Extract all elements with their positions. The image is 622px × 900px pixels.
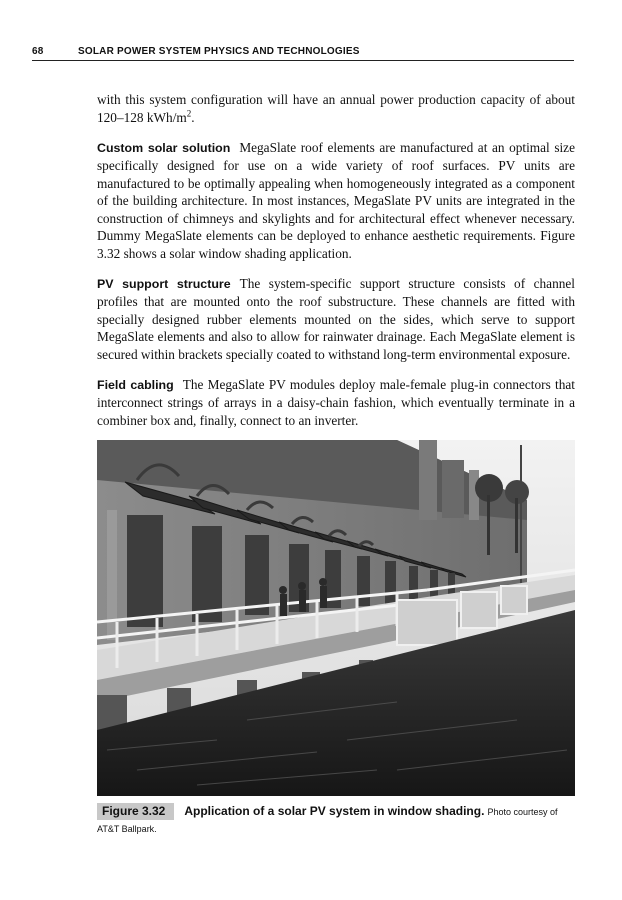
section-custom-solar-solution	[97, 139, 575, 263]
section-heading: Field cabling	[97, 377, 174, 392]
running-header	[32, 46, 574, 61]
section-heading: Custom solar solution	[97, 140, 231, 155]
section-heading: PV support structure	[97, 276, 231, 291]
page-number: 68	[32, 46, 44, 57]
section-field-cabling	[97, 376, 575, 430]
intro-text: with this system configuration will have an annual power production capacity of about 120–128 kWh/m	[97, 92, 575, 125]
running-title: SOLAR POWER SYSTEM PHYSICS AND TECHNOLOGIES	[78, 46, 360, 57]
section-text: The system-specific support structure consists of channel profiles that are mounted onto the roof substructure. These channels are fitted with specially designed rubber elements mounted on the sides, which serve to support MegaSlate elements and also to allow for rainwater drainage. Each MegaSlate element is secured within brackets specially coated to withstand long-term environmental exposure.	[97, 275, 575, 362]
section-pv-support-structure	[97, 275, 575, 364]
body-text	[97, 91, 575, 442]
intro-superscript: 2	[186, 108, 192, 119]
section-text: MegaSlate roof elements are manufactured at an optimal size specifically designed for use on a wide variety of roof surfaces. PV units are manufactured to be optimally appealing when homogeneously integrated as a component of the building architecture. In most instances, MegaSlate PV units are integrated in the construction of chimneys and skylights and for architectural effect whenever necessary. Dummy MegaSlate elements can be deployed to enhance aesthetic requirements. Figure 3.32 shows a solar window shading application.	[97, 139, 575, 261]
figure-label: Figure 3.32	[97, 803, 174, 820]
figure-title: Application of a solar PV system in window shading.	[184, 804, 485, 818]
figure-credit: Photo courtesy of AT&T Ballpark.	[97, 807, 558, 834]
figure-caption	[97, 803, 575, 838]
intro-paragraph	[97, 91, 575, 126]
section-text: The MegaSlate PV modules deploy male-female plug-in connectors that interconnect strings of arrays in a daisy-chain fashion, which eventually terminate in a combiner box and, finally, connect to an inverter.	[97, 376, 575, 428]
intro-end: .	[191, 109, 195, 125]
figure-photo	[97, 440, 575, 796]
figure-illustration	[97, 440, 575, 796]
